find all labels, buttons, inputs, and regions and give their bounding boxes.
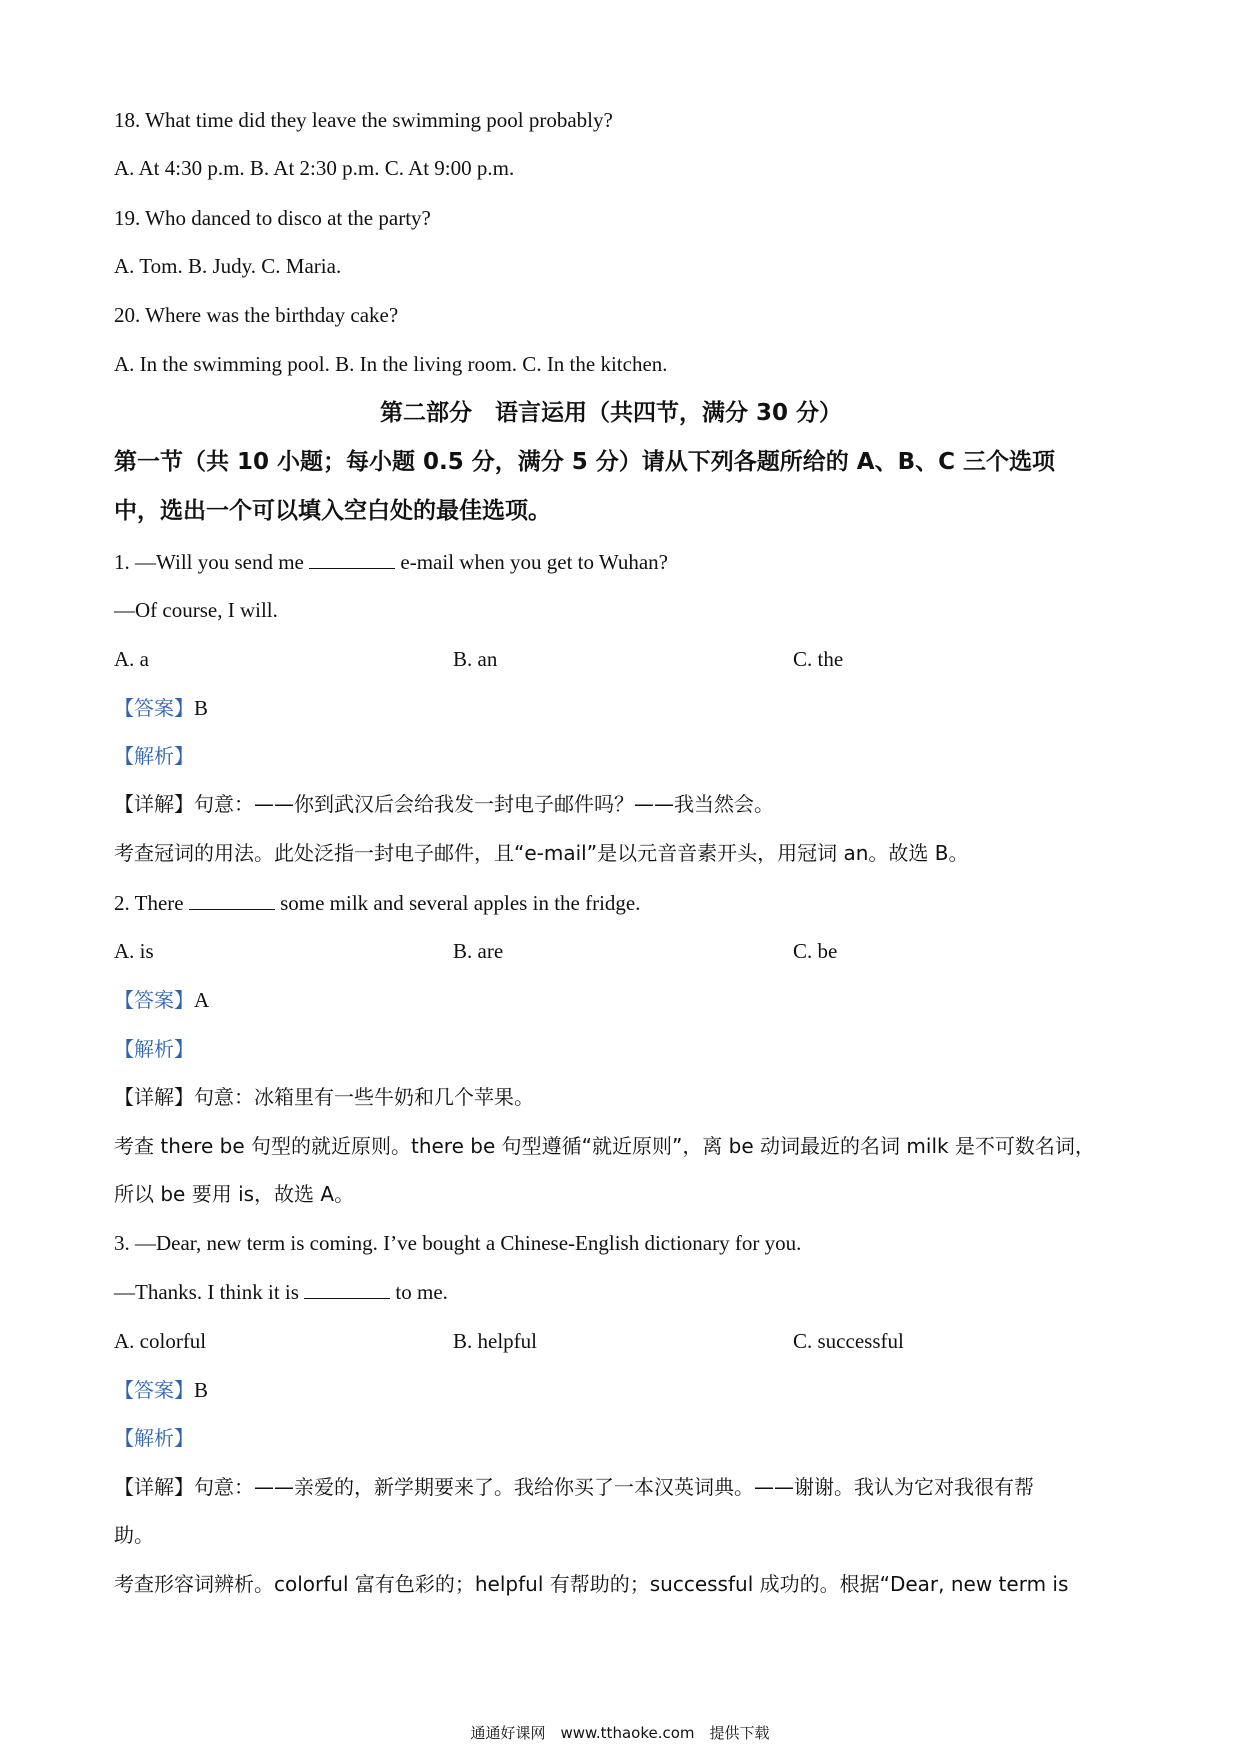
q2-explain-line2: 所以 be 要用 is，故选 A。 [114,1182,355,1206]
q2-answer [114,986,209,1014]
q3-answer-tag: 【答案】 [114,1378,194,1402]
q1-option-a: A. a [114,647,149,671]
q2-analysis [114,1035,194,1063]
q3-reply-after: to me. [390,1280,448,1304]
q3-analysis [114,1424,194,1452]
question-20-options: A. In the swimming pool. B. In the living room. C. In the kitchen. [114,352,668,376]
page-footer: 通通好课网 www.tthaoke.com 提供下载 [470,1724,770,1742]
q1-option-c: C. the [793,647,844,671]
q1-blank [309,548,395,569]
q2-answer-value: A [194,988,210,1012]
section-title-line1: 第一节（共 10 小题；每小题 0.5 分，满分 5 分）请从下列各题所给的 A、B、C 三个选项 [114,449,1056,475]
section-title-line2: 中，选出一个可以填入空白处的最佳选项。 [114,498,551,524]
q3-analysis-tag: 【解析】 [114,1426,194,1450]
q1-answer [114,694,208,722]
q1-detail-text: 句意：——你到武汉后会给我发一封电子邮件吗？——我当然会。 [194,792,774,816]
q1-option-b: B. an [453,647,498,671]
q2-analysis-tag: 【解析】 [114,1037,194,1061]
q2-stem-before: 2. There [114,891,189,915]
q1-explain: 考查冠词的用法。此处泛指一封电子邮件，且“e-mail”是以元音音素开头，用冠词 an。故选 B。 [114,841,969,865]
q2-answer-tag: 【答案】 [114,988,194,1012]
q1-stem-after: e-mail when you get to Wuhan? [395,550,668,574]
q2-stem-after: some milk and several apples in the fridge. [274,891,641,915]
q2-option-c: C. be [793,939,838,963]
q3-option-b: B. helpful [453,1329,537,1353]
q3-detail-text: 句意：——亲爱的，新学期要来了。我给你买了一本汉英词典。——谢谢。我认为它对我很有帮 [194,1475,1034,1499]
q3-option-a: A. colorful [114,1329,207,1353]
q2-detail-text: 句意：冰箱里有一些牛奶和几个苹果。 [194,1085,534,1109]
part-title: 第二部分 语言运用（共四节，满分 30 分） [380,400,843,426]
q1-analysis-tag: 【解析】 [114,744,194,768]
q2-blank [189,889,275,910]
q1-reply: —Of course, I will. [114,598,278,622]
q3-explain: 考查形容词辨析。colorful 富有色彩的；helpful 有帮助的；successful 成功的。根据“Dear, new term is [114,1572,1069,1596]
q1-stem-before: 1. —Will you send me [114,550,310,574]
q1-analysis [114,742,194,770]
q1-stem [114,548,668,576]
question-19-options: A. Tom. B. Judy. C. Maria. [114,254,342,278]
q1-answer-tag: 【答案】 [114,696,194,720]
q2-explain-line1: 考查 there be 句型的就近原则。there be 句型遵循“就近原则”，离 be 动词最近的名词 milk 是不可数名词， [114,1134,1095,1158]
q3-reply [114,1278,448,1306]
q3-answer [114,1376,208,1404]
q3-detail-cont: 助。 [114,1523,154,1547]
q1-detail [114,790,774,818]
q3-answer-value: B [194,1378,209,1402]
q1-answer-value: B [194,696,209,720]
q3-detail [114,1473,1034,1501]
q3-blank [304,1278,390,1299]
q2-option-a: A. is [114,939,154,963]
q2-option-b: B. are [453,939,504,963]
question-19: 19. Who danced to disco at the party? [114,206,431,230]
q2-detail [114,1083,534,1111]
q3-detail-tag: 【详解】 [114,1475,194,1499]
q1-detail-tag: 【详解】 [114,792,194,816]
q3-option-c: C. successful [793,1329,904,1353]
question-20: 20. Where was the birthday cake? [114,303,399,327]
question-18: 18. What time did they leave the swimming pool probably? [114,108,613,132]
q2-stem [114,889,641,917]
q3-stem: 3. —Dear, new term is coming. I’ve bought a Chinese-English dictionary for you. [114,1231,802,1255]
q3-reply-before: —Thanks. I think it is [114,1280,305,1304]
question-18-options: A. At 4:30 p.m. B. At 2:30 p.m. C. At 9:00 p.m. [114,156,515,180]
q2-detail-tag: 【详解】 [114,1085,194,1109]
